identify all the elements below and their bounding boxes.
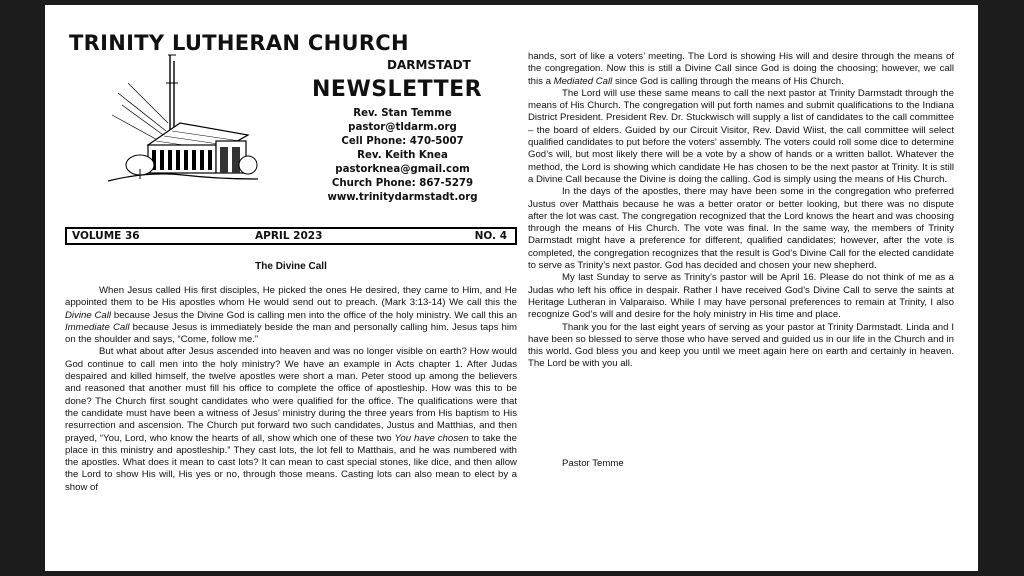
paragraph: In the days of the apostles, there may have been some in the congregation who preferred Justus over Matthais because he was a better orator or better looking, but there was no dispute after the lot was cast. The congregation recognized that the Lord knows the heart and was choosing through the means of His Church. The vote was final. In the same way, the members of Trinity Darmstadt might have a preference for different, qualified candidates; however, after the vote is completed, the congregation recognizes that the result is God’s Divine Call for the elected candidate to serve as Trinity’s next pastor. God has decided and chosen your new shepherd.: [528, 186, 954, 272]
pastor-name: Rev. Stan Temme: [353, 108, 452, 119]
signature: Pastor Temme: [562, 458, 624, 469]
article-body-right: [528, 51, 954, 371]
paragraph: The Lord will use these same means to call the next pastor at Trinity Darmstadt through the means of His Church. The congregation will put forth names and submit qualifications to the Indiana District President. President Rev. Dr. Stuckwisch will supply a list of candidates to the call committee – the board of elders. Guided by our Circuit Visitor, Rev. David Wiist, the call committee will select qualified candidates to put before the voters’ assembly. The voters could roll some dice to determine God’s will, but most likely there will be a vote by a show of hands or a written ballot. Whatever the method, the Lord is showing which candidate He has chosen to be the next pastor at Trinity. It is still a Divine Call because the Divine is doing the calling. God is simply using the means of His Church.: [528, 87, 954, 185]
paragraph: My last Sunday to serve as Trinity’s pastor will be April 16. Please do not think of me as a Judas who left his office in despair. Rather I have received God’s Divine Call to serve the saints at Heritage Lutheran in Valparaiso. While I may have personal preferences to remain at Trinity, I also recognize God’s will and desire for the holy ministry in His time and place.: [528, 272, 954, 321]
article-title: The Divine Call: [255, 261, 327, 272]
left-column: [65, 5, 520, 571]
assistant-pastor-name: Rev. Keith Knea: [357, 150, 448, 161]
newsletter-title: NEWSLETTER: [312, 77, 483, 102]
church-illustration: [108, 53, 258, 185]
assistant-pastor-email[interactable]: pastorknea@gmail.com: [335, 164, 470, 175]
issue-number: NO. 4: [474, 230, 507, 242]
issue-date: APRIL 2023: [255, 230, 323, 242]
church-phone: Church Phone: 867-5279: [331, 178, 474, 189]
church-city: DARMSTADT: [387, 58, 471, 72]
paragraph: Thank you for the last eight years of serving as your pastor at Trinity Darmstadt. Linda and I have been so blessed to serve those who have served and guided us in our life in the Church and in this world. God bless you and keep you until we meet again here on earth and certainly in heaven. The Lord be with you all.: [528, 321, 954, 370]
pastor-cell-phone: Cell Phone: 470-5007: [341, 136, 464, 147]
contact-info: [295, 107, 510, 205]
paragraph: When Jesus called His first disciples, He picked the ones He desired, they came to Him, and He appointed them to be His apostles whom He would send out to preach. (Mark 3:13-14) We call this the Divine Call because Jesus the Divine God is calling men into the office of the holy ministry. We call this an Immediate Call because Jesus is immediately beside the man and personally calling him. Jesus taps him on the shoulder and says, “Come, follow me.”: [65, 285, 517, 346]
church-name: TRINITY LUTHERAN CHURCH: [69, 31, 409, 55]
issue-info-bar: [65, 227, 517, 245]
pastor-email[interactable]: pastor@tldarm.org: [348, 122, 457, 133]
church-website[interactable]: www.trinitydarmstadt.org: [327, 192, 478, 203]
article-body-left: [65, 285, 517, 494]
issue-volume: VOLUME 36: [72, 230, 140, 242]
newsletter-page: [45, 5, 978, 571]
paragraph: hands, sort of like a voters’ meeting. The Lord is showing His will and desire through the means of the congregation. Now this is still a Divine Call since God is doing the choosing; however, we call this a Mediated Call since God is calling through the means of His Church.: [528, 51, 954, 87]
paragraph: But what about after Jesus ascended into heaven and was no longer visible on earth? How would God continue to call men into the holy ministry? We have an example in Acts chapter 1. After Judas despaired and killed himself, the twelve apostles were short a man. Peter stood up among the believers and reasoned that another must fill his office to complete the office of apostleship. How was this to be done? The Church first sought candidates who were qualified for the office. The qualifications were that the candidate must have been a witness of Jesus’ ministry during the three years from His baptism to His resurrection and ascension. The Church put forward two such candidates, Justus and Matthias, and then prayed, “You, Lord, who know the hearts of all, show which one of these two You have chosen to take the place in this ministry and apostleship.” They cast lots, the lot fell to Matthais, and he was numbered with the apostles. What does it mean to cast lots? It can mean to cast special stones, like dice, and then allow the Lord to show His will, His yes or no, through those means. Casting lots can also mean to elect by a show of: [65, 346, 517, 493]
